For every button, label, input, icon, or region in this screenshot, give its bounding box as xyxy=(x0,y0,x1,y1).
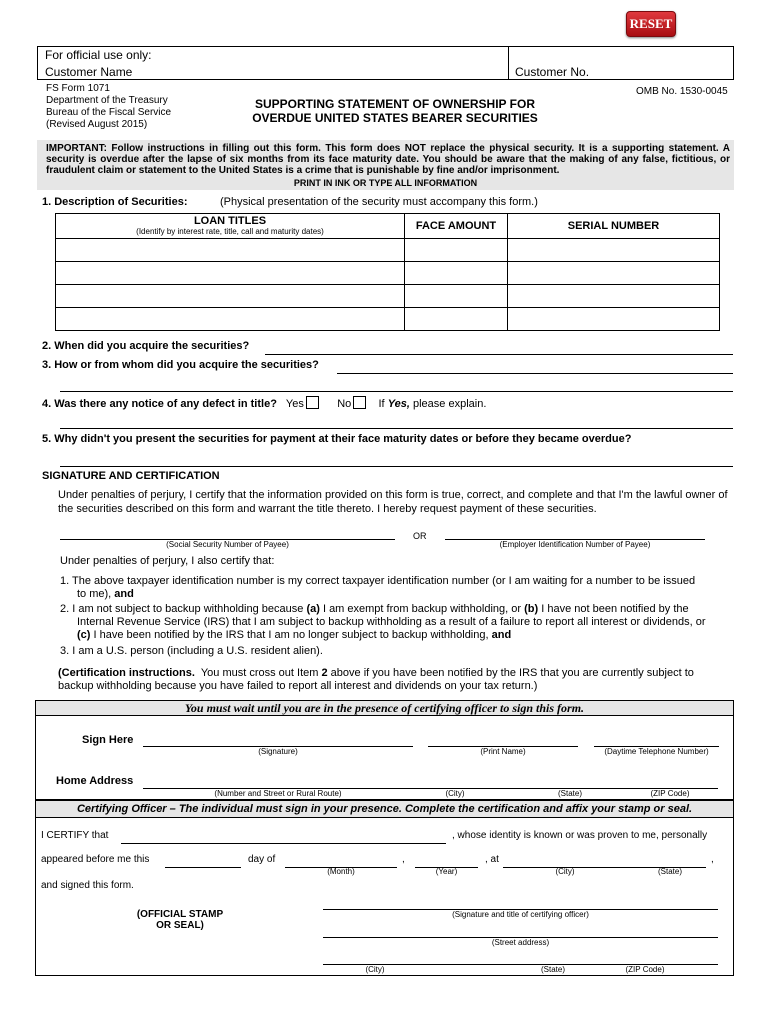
state-caption: (State) xyxy=(557,789,582,798)
officer-city2-caption: (City) xyxy=(365,965,385,974)
officer-section xyxy=(35,800,734,976)
table-row xyxy=(56,285,720,308)
cert-item-2-a: (a) xyxy=(306,603,320,615)
official-stamp-label: (OFFICIAL STAMP xyxy=(136,909,224,920)
cert-item-2 xyxy=(60,603,732,642)
customer-no-label: Customer No. xyxy=(515,65,590,79)
comma-sep: , xyxy=(402,854,405,865)
certify-name-line[interactable] xyxy=(121,843,446,844)
ci-text-a: You must cross out Item xyxy=(200,667,319,679)
ein-caption: (Employer Identification Number of Payee) xyxy=(499,540,651,549)
q1-note: (Physical presentation of the security must accompany this form.) xyxy=(220,196,538,208)
i-certify-label: I CERTIFY that xyxy=(41,830,109,841)
cert-item-2-line3: I have been notified by the IRS that I am no longer subject to backup withholding, xyxy=(93,629,489,641)
ssn-caption: (Social Security Number of Payee) xyxy=(166,540,289,549)
form-title-line2: OVERDUE UNITED STATES BEARER SECURITIES xyxy=(252,111,538,125)
q4-no-label: No xyxy=(337,398,352,410)
cert-item-1-text: 1. The above taxpayer identification number is my correct taxpayer identification number (or I am waiting for a number to be issued xyxy=(60,575,696,587)
or-separator: OR xyxy=(413,531,427,541)
q2-answer-line[interactable] xyxy=(265,354,733,355)
zip-caption: (ZIP Code) xyxy=(650,789,690,798)
ci-item-number: 2 xyxy=(321,667,328,679)
face-amount-header: FACE AMOUNT xyxy=(405,214,508,239)
securities-table xyxy=(55,213,720,331)
important-notice: IMPORTANT: Follow instructions in filling out this form. This form does NOT replace the physical security. It is a supporting statement. A security is overdue after the lapse of six months from its face maturity date. You should be aware that the making of any false, fictitious, or fraudulent claim or statement to the United States is a crime that is punishable by fine and/or imprisonment. xyxy=(46,143,730,176)
face-amount-cell[interactable] xyxy=(405,285,508,308)
cert-item-1 xyxy=(60,575,732,601)
also-certify: Under penalties of perjury, I also certify that: xyxy=(60,555,275,567)
q3-answer-line-2[interactable] xyxy=(60,391,733,392)
face-amount-cell[interactable] xyxy=(405,308,508,331)
q3-answer-line[interactable] xyxy=(337,373,733,374)
certification-instructions xyxy=(58,667,734,693)
loan-title-cell[interactable] xyxy=(56,285,405,308)
phone-caption: (Daytime Telephone Number) xyxy=(604,747,709,756)
loan-title-cell[interactable] xyxy=(56,262,405,285)
q4-yes-checkbox[interactable] xyxy=(306,396,319,409)
home-address-label: Home Address xyxy=(56,775,134,787)
print-instruction: PRINT IN INK OR TYPE ALL INFORMATION xyxy=(293,178,478,188)
loan-titles-header: LOAN TITLES xyxy=(193,214,267,227)
cert-item-1-text-cont: to me), xyxy=(77,588,112,600)
form-number: FS Form 1071 xyxy=(46,83,110,94)
month-caption: (Month) xyxy=(327,867,355,876)
cert-item-3: 3. I am a U.S. person (including a U.S. resident alien). xyxy=(60,645,323,657)
appeared-label: appeared before me this xyxy=(41,854,150,865)
day-of-label: day of xyxy=(248,854,276,865)
sign-banner: You must wait until you are in the presence of certifying officer to sign this form. xyxy=(36,701,733,715)
q4-no-checkbox[interactable] xyxy=(353,396,366,409)
print-name-caption: (Print Name) xyxy=(480,747,526,756)
officer-zip-caption: (ZIP Code) xyxy=(625,965,665,974)
officer-state2-caption: (State) xyxy=(540,965,565,974)
city-caption: (City) xyxy=(445,789,465,798)
certification-paragraph: Under penalties of perjury, I certify that the information provided on this form is true, correct, and complete and that I'm the lawful owner of the securities described on this form and warrant the title thereto. I hereby request payment of these securities. xyxy=(58,489,728,515)
q4-row xyxy=(42,396,486,410)
loan-title-cell[interactable] xyxy=(56,239,405,262)
table-row xyxy=(56,262,720,285)
cert-item-1-and: and xyxy=(114,588,134,600)
table-row xyxy=(56,308,720,331)
q4-if: If xyxy=(378,398,385,410)
omb-number: OMB No. 1530-0045 xyxy=(636,86,728,97)
officer-signature-caption: (Signature and title of certifying officer) xyxy=(452,910,589,919)
table-row xyxy=(56,239,720,262)
q4-label: 4. Was there any notice of any defect in title? xyxy=(42,398,277,410)
serial-number-cell[interactable] xyxy=(508,262,720,285)
q4-answer-line[interactable] xyxy=(60,428,733,429)
cert-item-2-line2: Internal Revenue Service (IRS) that I am subject to backup withholding as a result of a failure to report all interest or dividends, or xyxy=(77,616,706,628)
loan-titles-subheader: (Identify by interest rate, title, call and maturity dates) xyxy=(136,226,324,236)
cert-item-2-post: I have not been notified by the xyxy=(541,603,689,615)
revised-date: (Revised August 2015) xyxy=(46,119,148,130)
department: Department of the Treasury xyxy=(46,95,168,106)
customer-name-label: Customer Name xyxy=(45,65,133,79)
official-use-heading: For official use only: xyxy=(45,48,152,62)
officer-street-caption: (Street address) xyxy=(491,938,550,947)
bureau: Bureau of the Fiscal Service xyxy=(46,107,172,118)
cert-item-2-c: (c) xyxy=(77,629,91,641)
q4-yes-label: Yes xyxy=(285,398,304,410)
ci-text-b: above if you have been notified by the IRS that you are currently subject to xyxy=(330,667,694,679)
serial-number-cell[interactable] xyxy=(508,285,720,308)
officer-banner: Certifying Officer – The individual must sign in your presence. Complete the certification and affix your stamp or seal. xyxy=(36,801,733,817)
ci-tag: (Certification instructions. xyxy=(58,667,195,679)
q4-if-yes: Yes, xyxy=(387,398,410,410)
q4-explain: please explain. xyxy=(412,398,487,410)
q5-label: 5. Why didn't you present the securities for payment at their face maturity dates or before they became overdue? xyxy=(42,433,632,445)
serial-number-cell[interactable] xyxy=(508,239,720,262)
reset-button[interactable]: RESET xyxy=(626,11,676,37)
day-line[interactable] xyxy=(165,867,241,868)
q5-answer-line[interactable] xyxy=(60,466,733,467)
sign-here-label: Sign Here xyxy=(82,734,134,746)
officer-city-caption: (City) xyxy=(555,867,575,876)
signature-caption: (Signature) xyxy=(258,747,298,756)
signature-certification-heading: SIGNATURE AND CERTIFICATION xyxy=(42,470,220,482)
street-caption: (Number and Street or Rural Route) xyxy=(214,789,342,798)
signed-form-text: and signed this form. xyxy=(41,880,134,891)
serial-number-cell[interactable] xyxy=(508,308,720,331)
loan-title-cell[interactable] xyxy=(56,308,405,331)
serial-number-header: SERIAL NUMBER xyxy=(508,214,720,239)
q2-label: 2. When did you acquire the securities? xyxy=(42,340,250,352)
q1-label: 1. Description of Securities: xyxy=(42,196,188,208)
officer-state-caption: (State) xyxy=(657,867,682,876)
identity-text: , whose identity is known or was proven to me, personally xyxy=(452,830,708,841)
face-amount-cell[interactable] xyxy=(405,239,508,262)
ci-text-c: backup withholding because you have failed to report all interest and dividends on your tax return.) xyxy=(58,680,538,692)
cert-item-2-text: 2. I am not subject to backup withholding because xyxy=(60,603,304,615)
cert-item-2-and: and xyxy=(491,629,512,641)
comma-sep-2: , xyxy=(711,854,714,865)
form-title-line1: SUPPORTING STATEMENT OF OWNERSHIP FOR xyxy=(254,97,535,111)
official-seal-label: OR SEAL) xyxy=(156,920,204,931)
cert-item-2-b: (b) xyxy=(524,603,539,615)
at-label: , at xyxy=(485,854,499,865)
q3-label: 3. How or from whom did you acquire the securities? xyxy=(42,359,319,371)
face-amount-cell[interactable] xyxy=(405,262,508,285)
cert-item-2-mid: I am exempt from backup withholding, or xyxy=(322,603,522,615)
year-caption: (Year) xyxy=(435,867,458,876)
